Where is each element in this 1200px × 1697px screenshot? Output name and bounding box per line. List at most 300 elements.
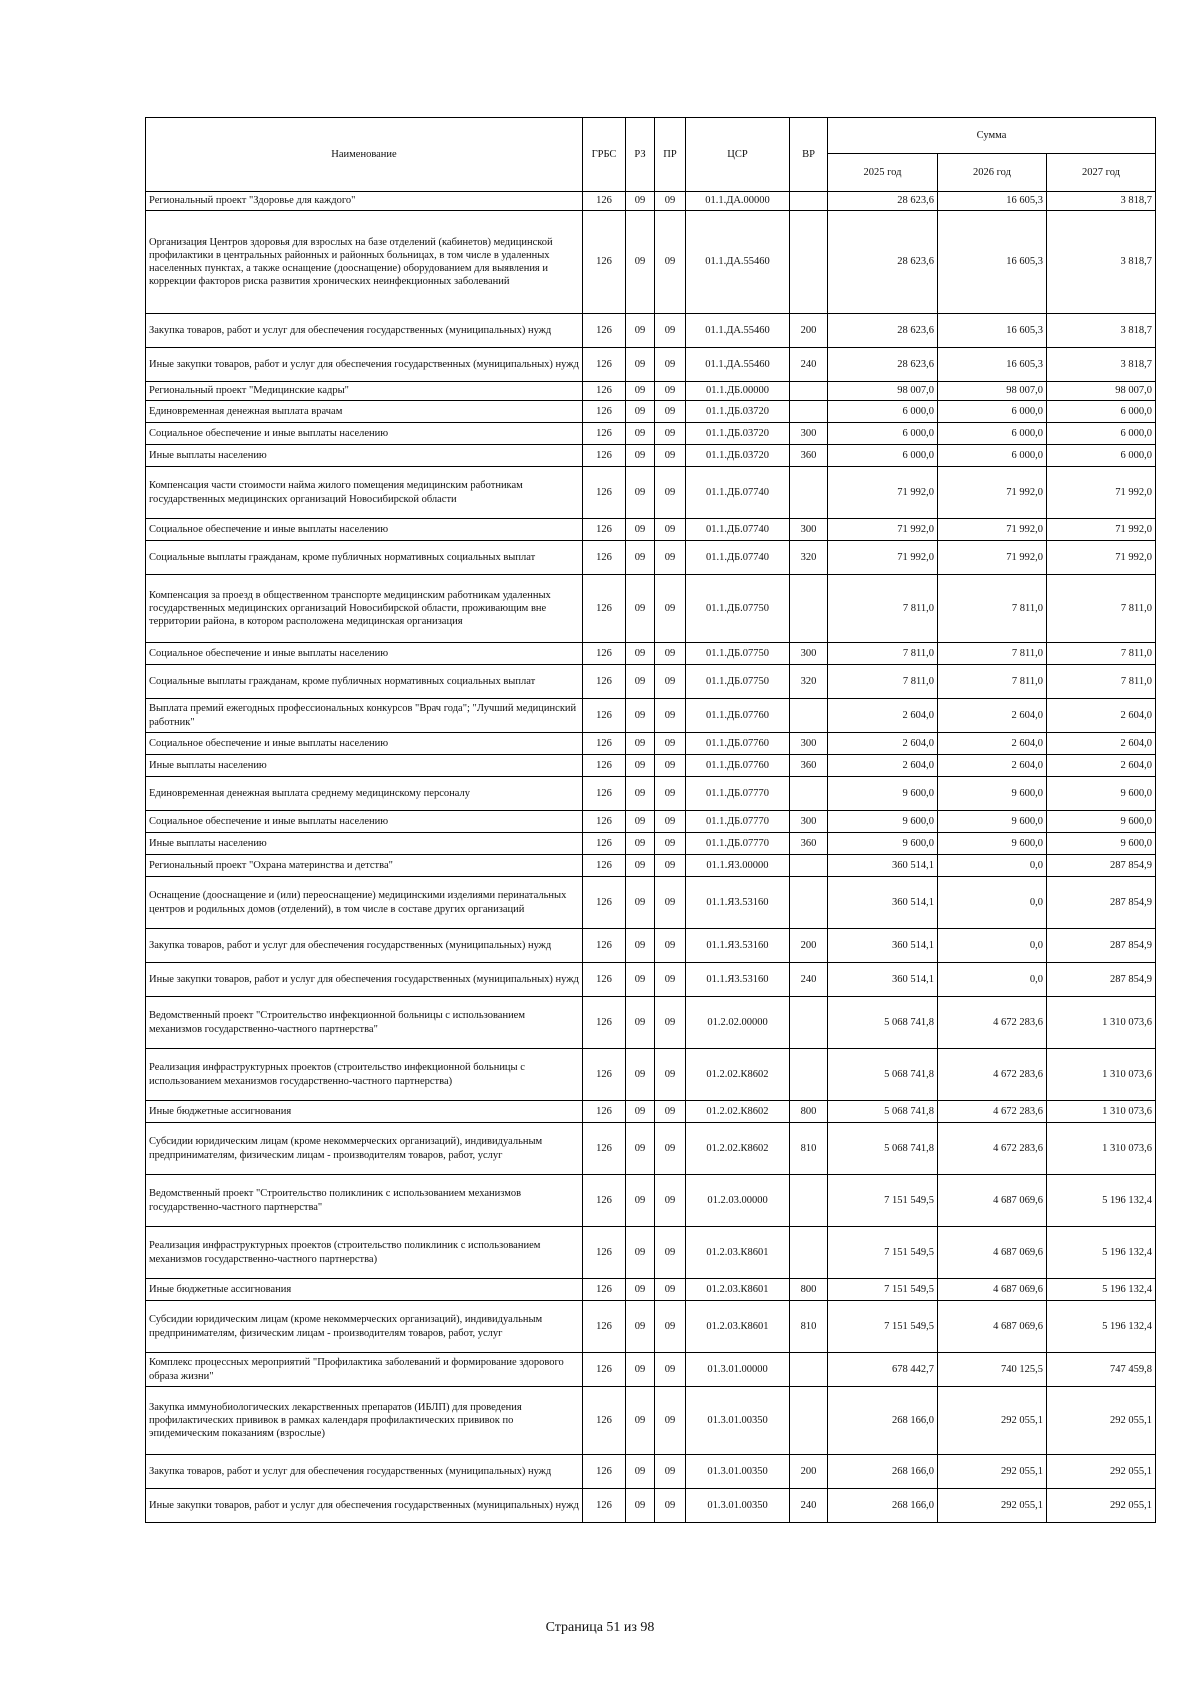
cell-2025: 5 068 741,8 <box>828 1049 938 1101</box>
cell-2027: 71 992,0 <box>1047 519 1156 541</box>
cell-rz: 09 <box>626 833 655 855</box>
cell-2026: 71 992,0 <box>938 467 1047 519</box>
cell-csr: 01.2.02.К8602 <box>686 1123 790 1175</box>
cell-rz: 09 <box>626 382 655 401</box>
cell-rz: 09 <box>626 1049 655 1101</box>
cell-2026: 7 811,0 <box>938 575 1047 643</box>
cell-2027: 287 854,9 <box>1047 963 1156 997</box>
cell-rz: 09 <box>626 1123 655 1175</box>
cell-2025: 5 068 741,8 <box>828 997 938 1049</box>
cell-pr: 09 <box>655 1123 686 1175</box>
table-row <box>146 643 1156 665</box>
cell-rz: 09 <box>626 1227 655 1279</box>
cell-2026: 16 605,3 <box>938 211 1047 314</box>
cell-vr: 800 <box>790 1101 828 1123</box>
cell-2026: 7 811,0 <box>938 665 1047 699</box>
cell-2025: 6 000,0 <box>828 445 938 467</box>
table-row <box>146 519 1156 541</box>
cell-pr: 09 <box>655 1227 686 1279</box>
table-row <box>146 1353 1156 1387</box>
cell-2027: 747 459,8 <box>1047 1353 1156 1387</box>
table-row <box>146 211 1156 314</box>
cell-grbs: 126 <box>583 755 626 777</box>
cell-csr: 01.1.ДБ.07770 <box>686 833 790 855</box>
header-year-2026: 2026 год <box>938 154 1047 192</box>
cell-pr: 09 <box>655 575 686 643</box>
cell-grbs: 126 <box>583 665 626 699</box>
cell-csr: 01.1.ДБ.07760 <box>686 699 790 733</box>
cell-rz: 09 <box>626 1101 655 1123</box>
table-row <box>146 855 1156 877</box>
cell-2025: 28 623,6 <box>828 348 938 382</box>
cell-2027: 9 600,0 <box>1047 833 1156 855</box>
cell-2026: 4 687 069,6 <box>938 1227 1047 1279</box>
cell-vr <box>790 877 828 929</box>
table-row <box>146 963 1156 997</box>
table-body <box>146 192 1156 1523</box>
cell-2026: 71 992,0 <box>938 519 1047 541</box>
cell-name: Комплекс процессных мероприятий "Профилактика заболеваний и формирование здорового образа жизни" <box>146 1353 583 1387</box>
cell-rz: 09 <box>626 877 655 929</box>
cell-2027: 3 818,7 <box>1047 192 1156 211</box>
cell-2025: 7 151 549,5 <box>828 1301 938 1353</box>
cell-pr: 09 <box>655 777 686 811</box>
cell-rz: 09 <box>626 541 655 575</box>
cell-vr: 810 <box>790 1301 828 1353</box>
cell-2027: 1 310 073,6 <box>1047 1101 1156 1123</box>
cell-2026: 740 125,5 <box>938 1353 1047 1387</box>
cell-pr: 09 <box>655 699 686 733</box>
cell-grbs: 126 <box>583 855 626 877</box>
table-row <box>146 1175 1156 1227</box>
cell-2025: 360 514,1 <box>828 877 938 929</box>
cell-2025: 2 604,0 <box>828 755 938 777</box>
cell-csr: 01.1.ДБ.07750 <box>686 643 790 665</box>
cell-pr: 09 <box>655 833 686 855</box>
cell-2026: 2 604,0 <box>938 755 1047 777</box>
cell-rz: 09 <box>626 211 655 314</box>
cell-rz: 09 <box>626 1301 655 1353</box>
cell-rz: 09 <box>626 519 655 541</box>
cell-rz: 09 <box>626 929 655 963</box>
table-row <box>146 1049 1156 1101</box>
table-row <box>146 811 1156 833</box>
cell-grbs: 126 <box>583 1123 626 1175</box>
cell-pr: 09 <box>655 211 686 314</box>
cell-vr: 200 <box>790 314 828 348</box>
cell-csr: 01.2.02.К8602 <box>686 1049 790 1101</box>
table-row <box>146 467 1156 519</box>
table-row <box>146 1301 1156 1353</box>
cell-2025: 360 514,1 <box>828 929 938 963</box>
cell-2025: 9 600,0 <box>828 777 938 811</box>
cell-2026: 2 604,0 <box>938 699 1047 733</box>
budget-table <box>145 117 1156 1523</box>
cell-2027: 5 196 132,4 <box>1047 1279 1156 1301</box>
cell-2026: 4 687 069,6 <box>938 1175 1047 1227</box>
cell-2027: 3 818,7 <box>1047 314 1156 348</box>
cell-name: Выплата премий ежегодных профессиональных конкурсов "Врач года"; "Лучший медицинский работник" <box>146 699 583 733</box>
cell-pr: 09 <box>655 1489 686 1523</box>
cell-2026: 4 687 069,6 <box>938 1279 1047 1301</box>
cell-2025: 28 623,6 <box>828 192 938 211</box>
cell-grbs: 126 <box>583 833 626 855</box>
table-row <box>146 1101 1156 1123</box>
cell-2026: 4 687 069,6 <box>938 1301 1047 1353</box>
cell-rz: 09 <box>626 665 655 699</box>
cell-2025: 360 514,1 <box>828 855 938 877</box>
cell-vr <box>790 699 828 733</box>
cell-grbs: 126 <box>583 1279 626 1301</box>
header-name: Наименование <box>146 118 583 192</box>
table-row <box>146 1279 1156 1301</box>
cell-2025: 9 600,0 <box>828 811 938 833</box>
table-row <box>146 997 1156 1049</box>
cell-2027: 2 604,0 <box>1047 733 1156 755</box>
cell-name: Иные бюджетные ассигнования <box>146 1279 583 1301</box>
cell-grbs: 126 <box>583 1101 626 1123</box>
cell-name: Компенсация за проезд в общественном транспорте медицинским работникам удаленных государственных медицинских организаций Новосибирской области, проживающим вне территории района, в котором расположена медицинская организация <box>146 575 583 643</box>
cell-2025: 7 151 549,5 <box>828 1227 938 1279</box>
table-row <box>146 382 1156 401</box>
cell-pr: 09 <box>655 348 686 382</box>
cell-grbs: 126 <box>583 1489 626 1523</box>
cell-2026: 0,0 <box>938 963 1047 997</box>
cell-2025: 71 992,0 <box>828 519 938 541</box>
cell-rz: 09 <box>626 348 655 382</box>
table-row <box>146 192 1156 211</box>
cell-pr: 09 <box>655 665 686 699</box>
cell-rz: 09 <box>626 997 655 1049</box>
cell-2027: 7 811,0 <box>1047 665 1156 699</box>
cell-grbs: 126 <box>583 811 626 833</box>
cell-name: Единовременная денежная выплата среднему медицинскому персоналу <box>146 777 583 811</box>
cell-grbs: 126 <box>583 382 626 401</box>
cell-rz: 09 <box>626 855 655 877</box>
cell-pr: 09 <box>655 445 686 467</box>
cell-name: Иные закупки товаров, работ и услуг для обеспечения государственных (муниципальных) нужд <box>146 963 583 997</box>
cell-rz: 09 <box>626 643 655 665</box>
cell-2027: 5 196 132,4 <box>1047 1301 1156 1353</box>
cell-name: Иные закупки товаров, работ и услуг для обеспечения государственных (муниципальных) нужд <box>146 348 583 382</box>
cell-vr: 300 <box>790 733 828 755</box>
cell-vr: 300 <box>790 423 828 445</box>
table-row <box>146 423 1156 445</box>
cell-rz: 09 <box>626 963 655 997</box>
cell-csr: 01.1.ДБ.07770 <box>686 777 790 811</box>
cell-grbs: 126 <box>583 445 626 467</box>
table-row <box>146 348 1156 382</box>
cell-rz: 09 <box>626 192 655 211</box>
cell-vr <box>790 855 828 877</box>
cell-2026: 16 605,3 <box>938 314 1047 348</box>
cell-rz: 09 <box>626 1455 655 1489</box>
cell-pr: 09 <box>655 1175 686 1227</box>
cell-2027: 7 811,0 <box>1047 575 1156 643</box>
cell-rz: 09 <box>626 401 655 423</box>
cell-pr: 09 <box>655 382 686 401</box>
cell-2025: 28 623,6 <box>828 314 938 348</box>
cell-2025: 71 992,0 <box>828 541 938 575</box>
cell-2027: 5 196 132,4 <box>1047 1175 1156 1227</box>
cell-pr: 09 <box>655 1455 686 1489</box>
cell-name: Реализация инфраструктурных проектов (строительство инфекционной больницы с использованием механизмов государственно-частного партнерства) <box>146 1049 583 1101</box>
cell-vr <box>790 1227 828 1279</box>
cell-rz: 09 <box>626 1353 655 1387</box>
cell-name: Иные выплаты населению <box>146 833 583 855</box>
cell-vr <box>790 1387 828 1455</box>
cell-csr: 01.2.03.К8601 <box>686 1279 790 1301</box>
cell-2026: 0,0 <box>938 855 1047 877</box>
table-row <box>146 401 1156 423</box>
cell-csr: 01.1.ДБ.03720 <box>686 445 790 467</box>
cell-2025: 5 068 741,8 <box>828 1101 938 1123</box>
cell-2026: 9 600,0 <box>938 833 1047 855</box>
cell-pr: 09 <box>655 541 686 575</box>
cell-csr: 01.1.ДБ.07770 <box>686 811 790 833</box>
cell-grbs: 126 <box>583 211 626 314</box>
cell-name: Закупка товаров, работ и услуг для обеспечения государственных (муниципальных) нужд <box>146 929 583 963</box>
cell-2026: 9 600,0 <box>938 811 1047 833</box>
cell-csr: 01.1.ДА.00000 <box>686 192 790 211</box>
header-year-2027: 2027 год <box>1047 154 1156 192</box>
cell-csr: 01.1.Я3.53160 <box>686 963 790 997</box>
cell-vr: 360 <box>790 445 828 467</box>
cell-2025: 9 600,0 <box>828 833 938 855</box>
cell-name: Организация Центров здоровья для взрослых на базе отделений (кабинетов) медицинской профилактики в центральных районных и районных больницах, в том числе в удаленных населенных пунктах, а также оснащение (дооснащение) оборудованием для выявления и коррекции факторов риска развития хронических неинфекционных заболеваний <box>146 211 583 314</box>
cell-pr: 09 <box>655 963 686 997</box>
cell-2025: 7 151 549,5 <box>828 1175 938 1227</box>
cell-rz: 09 <box>626 467 655 519</box>
page-number: Страница 51 из 98 <box>545 1620 655 1635</box>
cell-name: Субсидии юридическим лицам (кроме некоммерческих организаций), индивидуальным предпринимателям, физическим лицам - производителям товаров, работ, услуг <box>146 1301 583 1353</box>
cell-name: Региональный проект "Охрана материнства и детства" <box>146 855 583 877</box>
cell-csr: 01.1.ДА.55460 <box>686 211 790 314</box>
cell-vr: 240 <box>790 1489 828 1523</box>
cell-vr: 360 <box>790 755 828 777</box>
header-csr: ЦСР <box>686 118 790 192</box>
cell-rz: 09 <box>626 314 655 348</box>
cell-vr: 240 <box>790 348 828 382</box>
cell-pr: 09 <box>655 929 686 963</box>
cell-csr: 01.3.01.00350 <box>686 1455 790 1489</box>
table-row <box>146 777 1156 811</box>
cell-grbs: 126 <box>583 1227 626 1279</box>
cell-2025: 7 151 549,5 <box>828 1279 938 1301</box>
cell-name: Иные бюджетные ассигнования <box>146 1101 583 1123</box>
cell-rz: 09 <box>626 755 655 777</box>
cell-vr <box>790 997 828 1049</box>
cell-pr: 09 <box>655 1101 686 1123</box>
cell-2027: 9 600,0 <box>1047 811 1156 833</box>
cell-name: Социальные выплаты гражданам, кроме публичных нормативных социальных выплат <box>146 541 583 575</box>
cell-vr: 240 <box>790 963 828 997</box>
cell-2025: 2 604,0 <box>828 733 938 755</box>
cell-rz: 09 <box>626 575 655 643</box>
cell-grbs: 126 <box>583 423 626 445</box>
cell-vr: 800 <box>790 1279 828 1301</box>
cell-rz: 09 <box>626 423 655 445</box>
cell-vr <box>790 401 828 423</box>
cell-vr <box>790 1049 828 1101</box>
header-vr: ВР <box>790 118 828 192</box>
header-sum: Сумма <box>828 118 1156 154</box>
cell-vr <box>790 1175 828 1227</box>
header-rz: РЗ <box>626 118 655 192</box>
cell-csr: 01.2.02.00000 <box>686 997 790 1049</box>
cell-2027: 9 600,0 <box>1047 777 1156 811</box>
cell-2027: 71 992,0 <box>1047 541 1156 575</box>
cell-rz: 09 <box>626 445 655 467</box>
cell-pr: 09 <box>655 877 686 929</box>
cell-vr <box>790 777 828 811</box>
cell-2026: 7 811,0 <box>938 643 1047 665</box>
table-row <box>146 699 1156 733</box>
cell-pr: 09 <box>655 643 686 665</box>
table-row <box>146 665 1156 699</box>
table-row <box>146 541 1156 575</box>
cell-csr: 01.3.01.00350 <box>686 1387 790 1455</box>
cell-vr <box>790 575 828 643</box>
cell-pr: 09 <box>655 755 686 777</box>
table-row <box>146 833 1156 855</box>
cell-pr: 09 <box>655 733 686 755</box>
cell-grbs: 126 <box>583 1049 626 1101</box>
cell-name: Закупка иммунобиологических лекарственных препаратов (ИБЛП) для проведения профилактических прививок в рамках календаря профилактических прививок по эпидемическим показаниям (взрослые) <box>146 1387 583 1455</box>
cell-2026: 4 672 283,6 <box>938 997 1047 1049</box>
cell-2025: 268 166,0 <box>828 1387 938 1455</box>
cell-csr: 01.2.03.К8601 <box>686 1301 790 1353</box>
cell-grbs: 126 <box>583 541 626 575</box>
cell-csr: 01.2.02.К8602 <box>686 1101 790 1123</box>
cell-grbs: 126 <box>583 575 626 643</box>
cell-vr: 200 <box>790 929 828 963</box>
cell-rz: 09 <box>626 1279 655 1301</box>
cell-2025: 71 992,0 <box>828 467 938 519</box>
cell-2025: 6 000,0 <box>828 423 938 445</box>
cell-2027: 7 811,0 <box>1047 643 1156 665</box>
cell-2025: 7 811,0 <box>828 575 938 643</box>
header-grbs: ГРБС <box>583 118 626 192</box>
cell-2027: 1 310 073,6 <box>1047 997 1156 1049</box>
cell-pr: 09 <box>655 1279 686 1301</box>
cell-name: Региональный проект "Здоровье для каждого" <box>146 192 583 211</box>
cell-2027: 3 818,7 <box>1047 348 1156 382</box>
cell-csr: 01.1.Я3.00000 <box>686 855 790 877</box>
cell-pr: 09 <box>655 467 686 519</box>
table-row <box>146 1227 1156 1279</box>
header-year-2025: 2025 год <box>828 154 938 192</box>
cell-grbs: 126 <box>583 1387 626 1455</box>
cell-2025: 98 007,0 <box>828 382 938 401</box>
cell-2025: 7 811,0 <box>828 643 938 665</box>
cell-pr: 09 <box>655 1301 686 1353</box>
cell-grbs: 126 <box>583 467 626 519</box>
cell-name: Закупка товаров, работ и услуг для обеспечения государственных (муниципальных) нужд <box>146 1455 583 1489</box>
cell-rz: 09 <box>626 699 655 733</box>
cell-pr: 09 <box>655 519 686 541</box>
cell-pr: 09 <box>655 314 686 348</box>
cell-csr: 01.1.ДБ.07750 <box>686 575 790 643</box>
cell-csr: 01.1.ДА.55460 <box>686 348 790 382</box>
cell-2027: 1 310 073,6 <box>1047 1123 1156 1175</box>
cell-2026: 292 055,1 <box>938 1387 1047 1455</box>
cell-grbs: 126 <box>583 877 626 929</box>
cell-2027: 292 055,1 <box>1047 1387 1156 1455</box>
cell-2027: 1 310 073,6 <box>1047 1049 1156 1101</box>
cell-2027: 6 000,0 <box>1047 445 1156 467</box>
cell-name: Компенсация части стоимости найма жилого помещения медицинским работникам государственных медицинских организаций Новосибирской области <box>146 467 583 519</box>
cell-grbs: 126 <box>583 314 626 348</box>
cell-2026: 4 672 283,6 <box>938 1049 1047 1101</box>
cell-pr: 09 <box>655 401 686 423</box>
cell-grbs: 126 <box>583 1353 626 1387</box>
table-row <box>146 1455 1156 1489</box>
cell-vr: 200 <box>790 1455 828 1489</box>
cell-2026: 292 055,1 <box>938 1489 1047 1523</box>
cell-name: Ведомственный проект "Строительство инфекционной больницы с использованием механизмов государственно-частного партнерства" <box>146 997 583 1049</box>
cell-csr: 01.1.ДБ.07740 <box>686 541 790 575</box>
cell-name: Ведомственный проект "Строительство поликлиник с использованием механизмов государственно-частного партнерства" <box>146 1175 583 1227</box>
cell-2027: 98 007,0 <box>1047 382 1156 401</box>
cell-name: Закупка товаров, работ и услуг для обеспечения государственных (муниципальных) нужд <box>146 314 583 348</box>
cell-vr: 300 <box>790 811 828 833</box>
cell-vr <box>790 1353 828 1387</box>
cell-vr: 320 <box>790 665 828 699</box>
cell-2026: 6 000,0 <box>938 445 1047 467</box>
cell-2025: 2 604,0 <box>828 699 938 733</box>
cell-grbs: 126 <box>583 699 626 733</box>
cell-pr: 09 <box>655 1049 686 1101</box>
cell-csr: 01.1.Я3.53160 <box>686 929 790 963</box>
cell-csr: 01.1.ДБ.07740 <box>686 519 790 541</box>
cell-2026: 16 605,3 <box>938 348 1047 382</box>
cell-pr: 09 <box>655 1353 686 1387</box>
cell-csr: 01.1.ДБ.07750 <box>686 665 790 699</box>
cell-pr: 09 <box>655 997 686 1049</box>
cell-2027: 5 196 132,4 <box>1047 1227 1156 1279</box>
cell-2027: 287 854,9 <box>1047 855 1156 877</box>
table-row <box>146 1489 1156 1523</box>
cell-rz: 09 <box>626 777 655 811</box>
cell-csr: 01.1.ДБ.00000 <box>686 382 790 401</box>
cell-csr: 01.1.Я3.53160 <box>686 877 790 929</box>
cell-vr: 360 <box>790 833 828 855</box>
cell-2027: 6 000,0 <box>1047 401 1156 423</box>
cell-csr: 01.1.ДБ.07740 <box>686 467 790 519</box>
cell-grbs: 126 <box>583 733 626 755</box>
cell-csr: 01.2.03.00000 <box>686 1175 790 1227</box>
cell-csr: 01.1.ДБ.03720 <box>686 401 790 423</box>
table-row <box>146 755 1156 777</box>
cell-2027: 71 992,0 <box>1047 467 1156 519</box>
table-row <box>146 575 1156 643</box>
cell-2026: 71 992,0 <box>938 541 1047 575</box>
cell-name: Социальное обеспечение и иные выплаты населению <box>146 811 583 833</box>
cell-grbs: 126 <box>583 401 626 423</box>
cell-2026: 292 055,1 <box>938 1455 1047 1489</box>
cell-grbs: 126 <box>583 963 626 997</box>
cell-2026: 6 000,0 <box>938 401 1047 423</box>
cell-2027: 6 000,0 <box>1047 423 1156 445</box>
table-row <box>146 733 1156 755</box>
cell-rz: 09 <box>626 1489 655 1523</box>
cell-name: Иные выплаты населению <box>146 755 583 777</box>
cell-name: Социальные выплаты гражданам, кроме публичных нормативных социальных выплат <box>146 665 583 699</box>
cell-2026: 98 007,0 <box>938 382 1047 401</box>
cell-csr: 01.1.ДБ.07760 <box>686 733 790 755</box>
cell-grbs: 126 <box>583 777 626 811</box>
